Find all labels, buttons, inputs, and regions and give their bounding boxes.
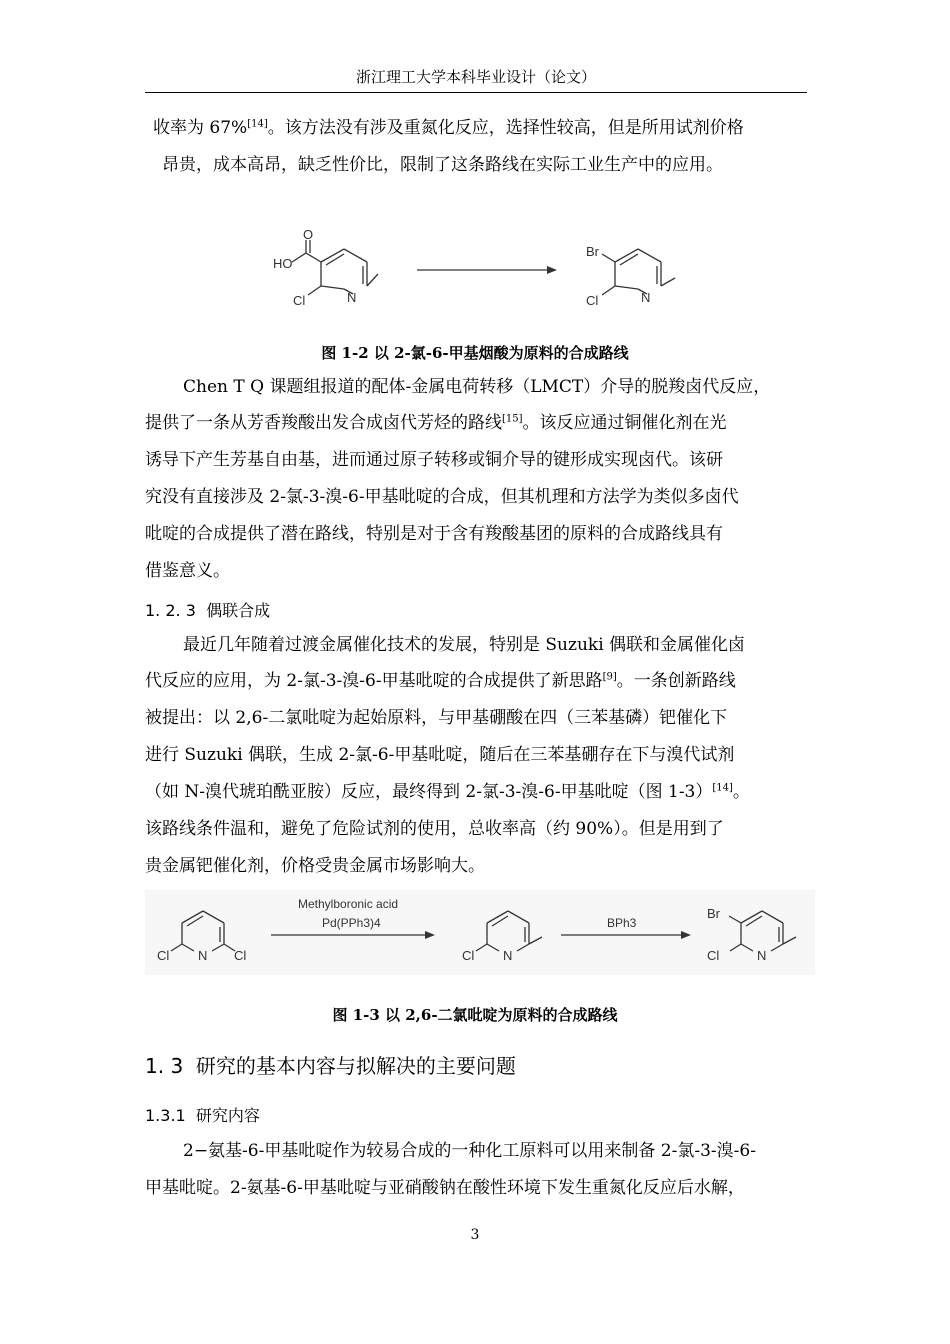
atom-label: N <box>757 948 767 963</box>
atom-label: Br <box>586 244 599 259</box>
text-run: 。该方法没有涉及重氮化反应，选择性较高，但是所用试剂价格 <box>267 118 744 138</box>
atom-label: N <box>503 948 513 963</box>
section-heading <box>145 598 270 621</box>
figure-caption: 图 1-2 以 2-氯-6-甲基烟酸为原料的合成路线 <box>321 344 629 362</box>
paragraph-line: 甲基吡啶。2-氨基-6-甲基吡啶与亚硝酸钠在酸性环境下发生重氮化反应后水解， <box>145 1178 745 1198</box>
citation: [15] <box>502 413 523 425</box>
text-run: 收率为 67% <box>153 118 248 138</box>
citation: [9] <box>602 671 617 683</box>
paragraph-line: 2−氨基-6-甲基吡啶作为较易合成的一种化工原料可以用来制备 2-氯-3-溴-6- <box>183 1141 756 1161</box>
section-title: 研究内容 <box>195 1106 260 1125</box>
atom-label: HO <box>273 256 293 271</box>
text-run: 代反应的应用，为 2-氯-3-溴-6-甲基吡啶的合成提供了新思路 <box>145 671 603 691</box>
paragraph-line: 诱导下产生芳基自由基，进而通过原子转移或铜介导的键形成实现卤代。该研 <box>145 450 723 470</box>
text-run: 提供了一条从芳香羧酸出发合成卤代芳烃的路线 <box>145 413 502 433</box>
atom-label: Cl <box>234 948 247 963</box>
atom-label: Cl <box>293 293 306 308</box>
paragraph-line: 吡啶的合成提供了潜在路线，特别是对于含有羧酸基团的原料的合成路线具有 <box>145 524 723 544</box>
paragraph-line <box>145 781 750 803</box>
paragraph-line: 昂贵，成本高昂，缺乏性价比，限制了这条路线在实际工业生产中的应用。 <box>162 155 723 175</box>
atom-label: N <box>198 948 208 963</box>
atom-label: Cl <box>586 293 599 308</box>
reagent-label: Methylboronic acid <box>298 897 399 911</box>
reagent-label: BPh3 <box>607 916 637 930</box>
text-run: 。 <box>732 782 750 802</box>
section-heading <box>145 1050 516 1079</box>
figure-1-3-scheme <box>145 890 815 975</box>
atom-label: Br <box>707 906 720 921</box>
atom-label: Cl <box>157 948 170 963</box>
atom-label: Cl <box>707 948 720 963</box>
paragraph-line: 该路线条件温和，避免了危险试剂的使用，总收率高（约 90%）。但是用到了 <box>145 819 724 839</box>
atom-label: N <box>347 290 357 305</box>
paragraph-line: 进行 Suzuki 偶联，生成 2-氯-6-甲基吡啶，随后在三苯基硼存在下与溴代试剂 <box>145 745 735 765</box>
section-title: 研究的基本内容与拟解决的主要问题 <box>195 1054 516 1078</box>
page-number: 3 <box>470 1227 480 1243</box>
citation: [14] <box>247 118 268 130</box>
paragraph-line: 贵金属钯催化剂，价格受贵金属市场影响大。 <box>145 856 485 876</box>
section-heading <box>145 1103 260 1126</box>
reagent-label: Pd(PPh3)4 <box>322 916 381 930</box>
text-run: 。一条创新路线 <box>616 671 736 691</box>
header-divider <box>145 92 807 93</box>
text-run: 。该反应通过铜催化剂在光 <box>522 413 727 433</box>
paragraph-line: Chen T Q 课题组报道的配体-金属电荷转移（LMCT）介导的脱羧卤代反应， <box>183 377 771 397</box>
page-header: 浙江理工大学本科毕业设计（论文） <box>355 68 596 86</box>
section-number: 1. 2. 3 <box>145 601 196 620</box>
atom-label: O <box>303 227 314 242</box>
paragraph-line: 借鉴意义。 <box>145 561 230 581</box>
atom-label: Cl <box>462 948 475 963</box>
section-number: 1.3.1 <box>145 1106 186 1125</box>
text-run: （如 N-溴代琥珀酰亚胺）反应，最终得到 2-氯-3-溴-6-甲基吡啶（图 1-3） <box>145 782 713 802</box>
paragraph-line <box>145 670 736 692</box>
paragraph-line: 最近几年随着过渡金属催化技术的发展，特别是 Suzuki 偶联和金属催化卤 <box>183 635 746 655</box>
atom-label: N <box>641 290 651 305</box>
paragraph-line <box>153 117 744 139</box>
citation: [14] <box>712 782 733 794</box>
paragraph-line: 被提出：以 2,6-二氯吡啶为起始原料，与甲基硼酸在四（三苯基磷）钯催化下 <box>145 708 728 728</box>
paragraph-line <box>145 412 727 434</box>
section-number: 1. 3 <box>145 1054 184 1078</box>
paragraph-line: 究没有直接涉及 2-氯-3-溴-6-甲基吡啶的合成，但其机理和方法学为类似多卤代 <box>145 487 739 507</box>
figure-caption: 图 1-3 以 2,6-二氯吡啶为原料的合成路线 <box>332 1006 618 1024</box>
figure-1-2-scheme <box>265 226 690 316</box>
section-title: 偶联合成 <box>206 601 271 620</box>
